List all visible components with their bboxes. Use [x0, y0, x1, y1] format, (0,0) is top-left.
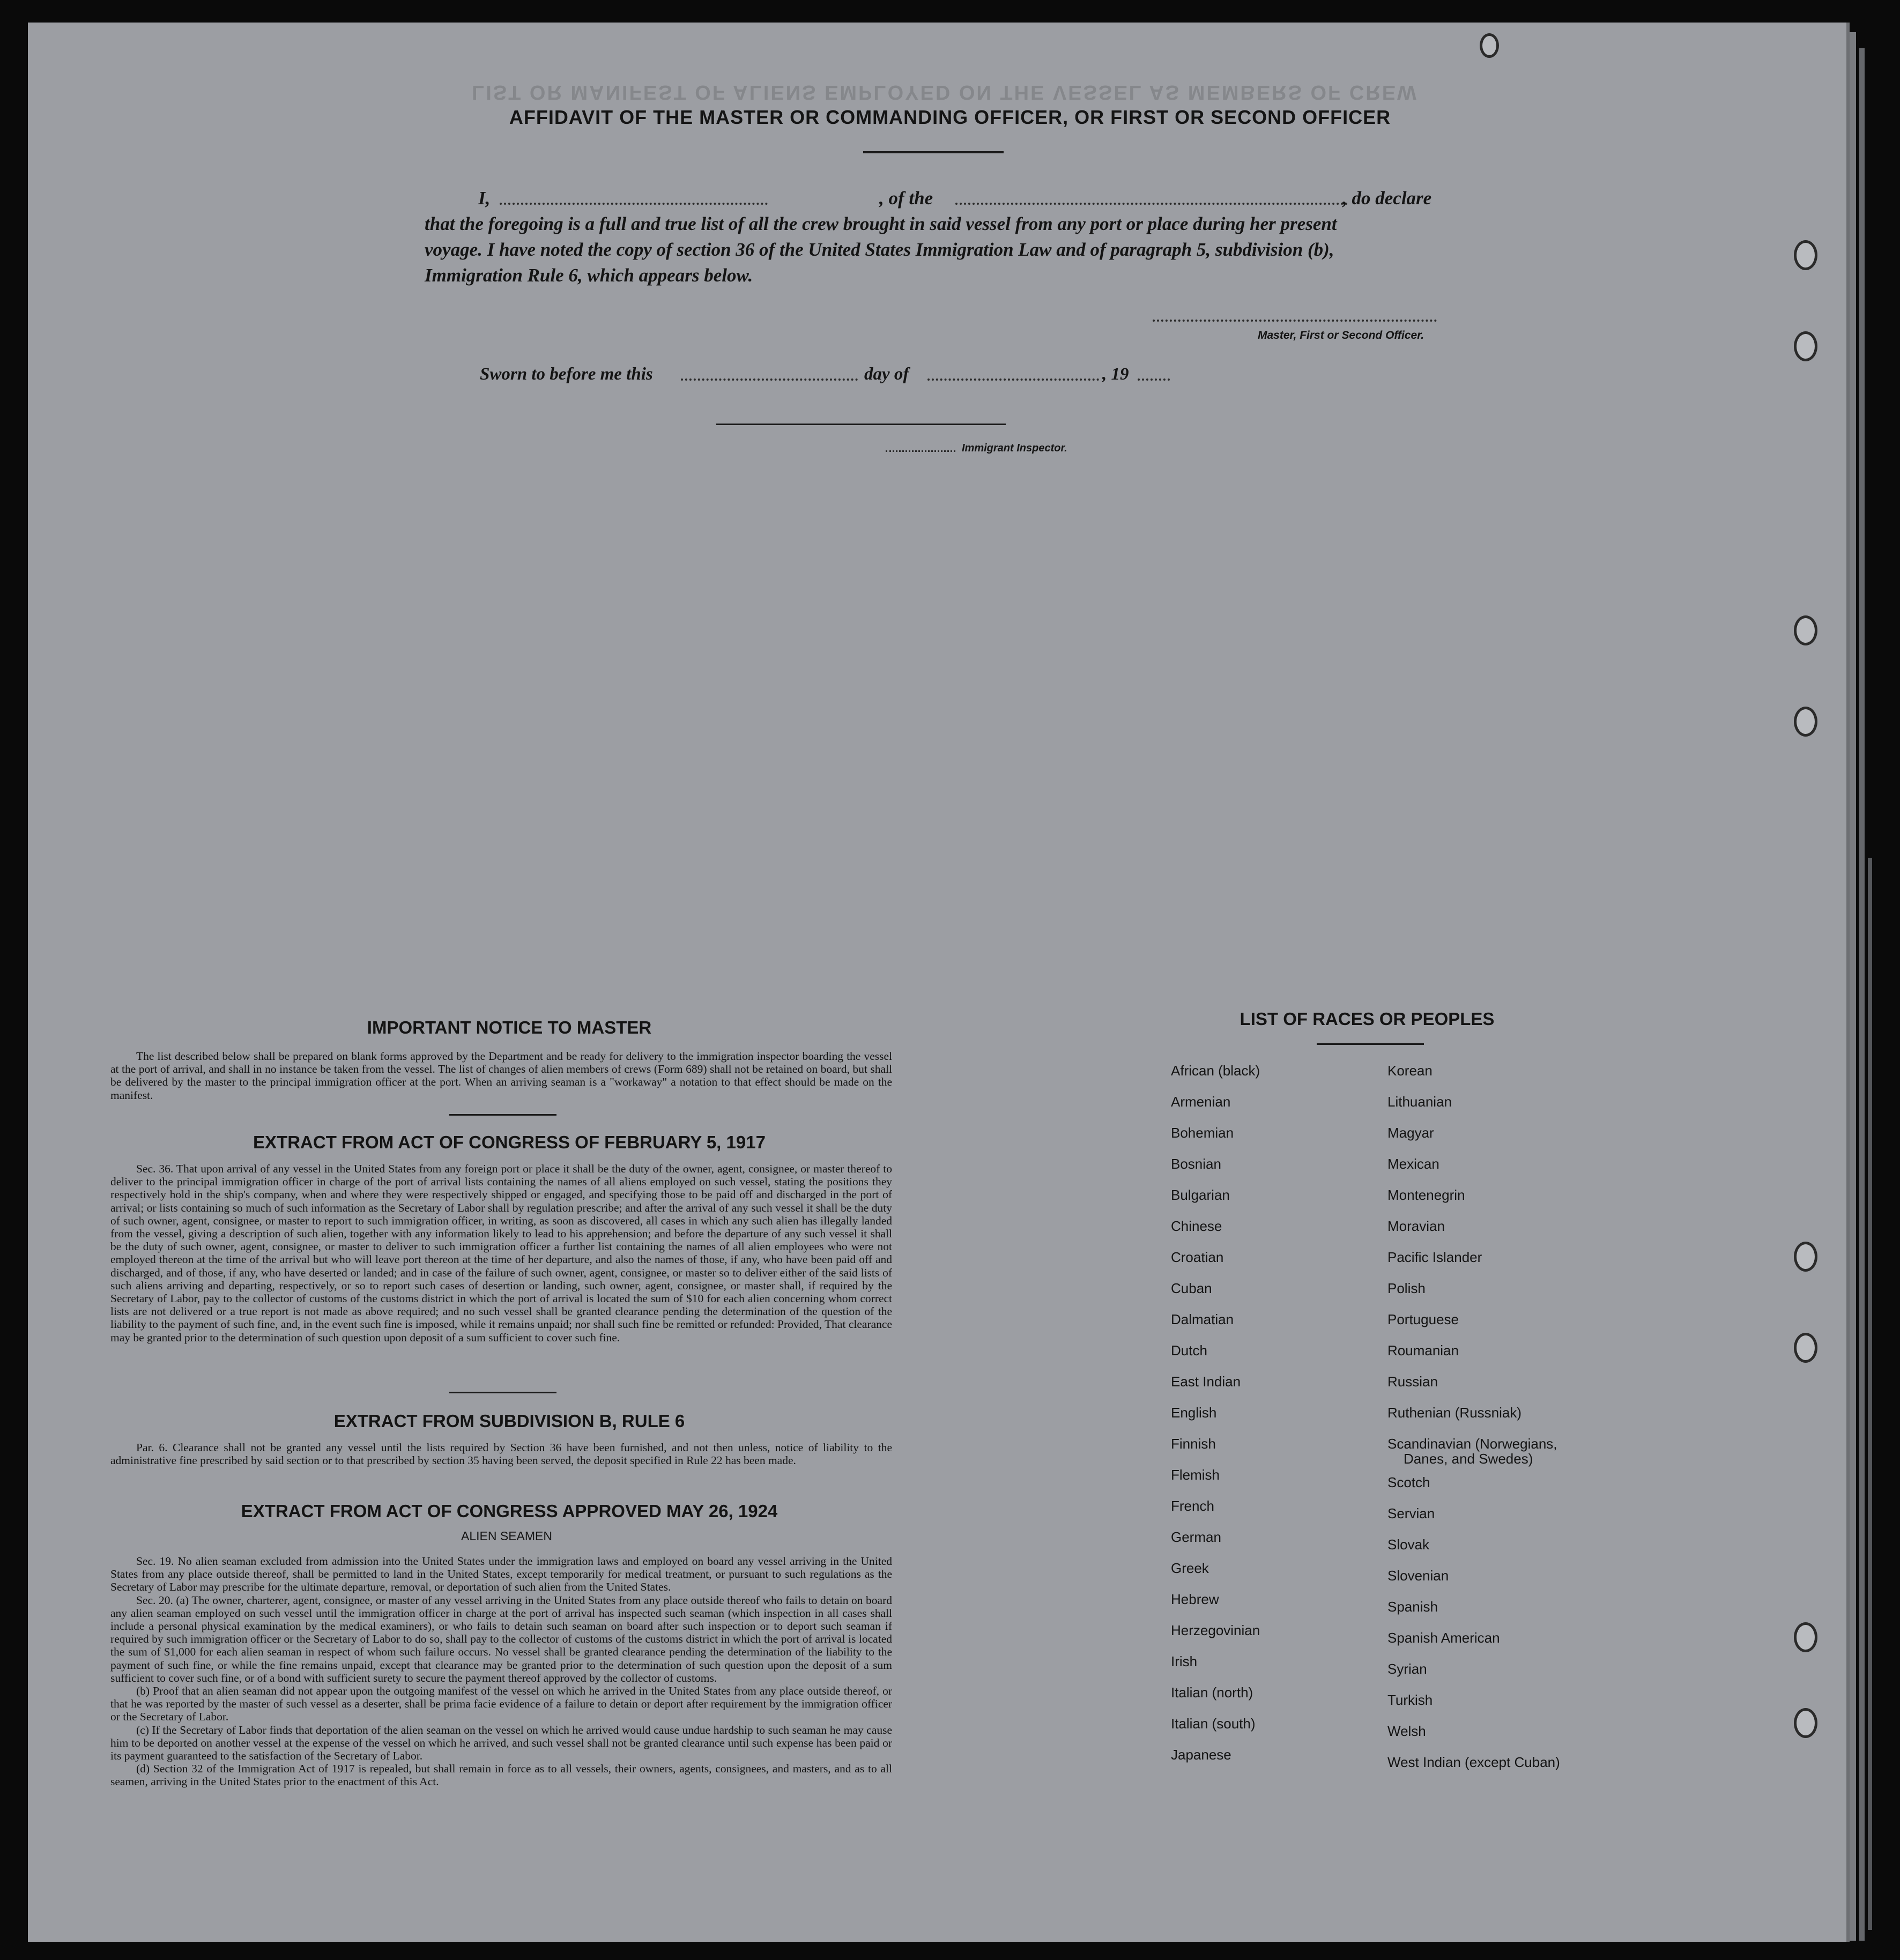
race-item: Welsh — [1387, 1723, 1426, 1739]
notice-paragraph: The list described below shall be prepared on blank forms approved by the Department and be ready for delivery to the immigration inspector boarding the vessel at the port of arrival, and shall in no instance be taken from the vessel. The list of changes of alien members of crews (Form 689) shall not be retained on board, but shall be delivered by the master to the principal immigration officer at the port. When an arriving seaman is a "workaway" a notation to that effect should be made on the manifest. — [110, 1050, 892, 1102]
race-item: Scandinavian (Norwegians, — [1387, 1436, 1557, 1452]
par-6-paragraph: Par. 6. Clearance shall not be granted any vessel until the lists required by Section 36 have been furnished, and not then unless, notice of liability to the administrative fine prescribed by said section or to that prescribed by section 35 having been served, the deposit specified in Rule 22 has been made. — [110, 1441, 892, 1467]
race-item: Scotch — [1387, 1474, 1430, 1490]
race-item: Roumanian — [1387, 1342, 1459, 1358]
section-36-paragraph: Sec. 36. That upon arrival of any vessel in the United States from any foreign port or place it shall be the duty of the owner, agent, consignee, or master thereof to deliver to the principal immigration officer in charge of the port of arrival lists containing the names of all aliens employed on such vessel, stating the positions they respectively hold in the ship's company, when and where they were respectively shipped or engaged, and specifying those to be paid off and discharged in the port of arrival; or lists containing so much of such information as the Secretary of Labor shall by regulation prescribe; and after the arrival of any such vessel it shall be the duty of such owner, agent, consignee, or master to report to such immigration officer, in writing, as soon as discovered, all cases in which any such alien has illegally landed from the vessel, giving a description of such alien, together with any information likely to lead to his apprehension; and before the departure of any such vessel it shall be the duty of such owner, agent, consignee, or master to deliver to such immigration officer a further list containing the names of all alien employees who were not employed thereon at the time of the arrival but who will leave port thereon at the time of her departure, and also the names of those, if any, who have been paid off and discharged, and of those, if any, who have deserted or landed; and in case of the failure of such owner, agent, consignee, or master so to deliver either of the said lists of such aliens arriving and departing, respectively, or so to report such cases of desertion or landing, such owner, agent, consignee, or master shall, if required by the Secretary of Labor, pay to the collector of customs of the customs district in which the port of arrival is located the sum of $10 for each alien concerning whom correct lists are not delivered or a true report is not made as above required; and no such vessel shall be granted clearance pending the determination of the question of the liability to the payment of such fine, and, in the event such fine is imposed, while it remains unpaid; nor shall such fine be remitted or refunded: Provided, That clearance may be granted prior to the determination of such question upon deposit of a sum sufficient to cover such fine. — [110, 1162, 892, 1344]
affidavit-line-4: Immigration Rule 6, which appears below. — [425, 265, 753, 286]
race-item: Bosnian — [1171, 1156, 1221, 1172]
race-item: Korean — [1387, 1063, 1433, 1079]
master-signature-field[interactable] — [1153, 320, 1437, 322]
notice-title: IMPORTANT NOTICE TO MASTER — [367, 1018, 652, 1037]
affidavit-i-label: I, — [478, 188, 491, 209]
race-item: Flemish — [1171, 1467, 1220, 1483]
affidavit-declare-label: , do declare — [1342, 188, 1432, 209]
race-item: Servian — [1387, 1505, 1435, 1521]
races-title: LIST OF RACES OR PEOPLES — [1240, 1009, 1495, 1029]
race-item: Lithuanian — [1387, 1094, 1452, 1110]
race-item: Syrian — [1387, 1661, 1427, 1677]
race-item: Magyar — [1387, 1125, 1434, 1141]
binder-hole-icon — [1794, 240, 1817, 270]
extract-1924-text — [110, 1555, 892, 1788]
race-item: Croatian — [1171, 1249, 1224, 1265]
page-edge — [1868, 858, 1872, 1930]
race-item: East Indian — [1171, 1374, 1241, 1390]
race-item: English — [1171, 1405, 1217, 1421]
extract-1917-text — [110, 1162, 892, 1344]
extract-1917-title: EXTRACT FROM ACT OF CONGRESS OF FEBRUARY 5, 1917 — [253, 1132, 766, 1152]
race-item: Dalmatian — [1171, 1311, 1234, 1327]
bleed-through-header: LIST OR MANIFEST OF ALIENS EMPLOYED ON THE VESSEL AS MEMBERS OF CREW — [472, 81, 1418, 103]
notice-text — [110, 1050, 892, 1102]
title-underline — [863, 151, 1004, 153]
race-item: Portuguese — [1387, 1311, 1459, 1327]
divider — [449, 1392, 556, 1393]
master-caption: Master, First or Second Officer. — [1258, 329, 1424, 341]
divider — [449, 1114, 556, 1116]
inspector-dots — [886, 450, 955, 452]
sworn-day-label: day of — [864, 365, 909, 384]
sworn-month-field[interactable] — [927, 378, 1099, 381]
race-item: Finnish — [1171, 1436, 1216, 1452]
race-item: Russian — [1387, 1374, 1438, 1390]
sec-20c-paragraph: (c) If the Secretary of Labor finds that deportation of the alien seaman on the vessel on which he arrived would cause undue hardship to such seaman he may cause him to be deported on another vessel at the expense of the vessel on which he arrived, and such vessel shall not be granted clearance until such expense has been paid or its payment guaranteed to the satisfaction of the Secretary of Labor. — [110, 1723, 892, 1763]
race-item: Polish — [1387, 1280, 1426, 1296]
binder-hole-icon — [1794, 615, 1817, 645]
inspector-signature-line[interactable] — [716, 424, 1006, 425]
binder-hole-icon — [1480, 33, 1499, 58]
binder-hole-icon — [1794, 707, 1817, 737]
race-item: Slovak — [1387, 1536, 1430, 1553]
race-item: Pacific Islander — [1387, 1249, 1482, 1265]
race-item: Armenian — [1171, 1094, 1231, 1110]
race-item: Montenegrin — [1387, 1187, 1465, 1203]
sworn-year-label: , 19 — [1102, 365, 1129, 384]
race-item: Spanish — [1387, 1599, 1438, 1615]
race-item: German — [1171, 1529, 1221, 1545]
sec-20a-paragraph: Sec. 20. (a) The owner, charterer, agent, consignee, or master of any vessel arriving in the United States from any place outside thereof who fails to detain on board any alien seaman employed on such vessel until the immigration officer in charge at the port of arrival has inspected such seaman (which inspection in all cases shall include a personal physical examination by the medical examiners), or who fails to detain such seaman on board after such inspection or to deport such seaman if required by such immigration officer or the Secretary of Labor to do so, shall pay to the collector of customs of the customs district in which the port of arrival is located the sum of $1,000 for each alien seaman in respect of whom such failure occurs. No vessel shall be granted clearance pending the determination of the liability to the payment of such fine, or while the fine remains unpaid, except that clearance may be granted prior to the determination of such question upon the deposit of a sum sufficient to cover such fine, or of a bond with sufficient surety to secure the payment thereof approved by the collector of customs. — [110, 1593, 892, 1684]
binder-hole-icon — [1794, 1242, 1817, 1272]
race-item: Moravian — [1387, 1218, 1445, 1234]
vessel-blank-field[interactable] — [955, 203, 1348, 205]
race-item: Japanese — [1171, 1747, 1231, 1763]
race-item: Chinese — [1171, 1218, 1222, 1234]
page-edge — [1859, 48, 1865, 1941]
alien-seamen-subtitle: ALIEN SEAMEN — [461, 1529, 552, 1543]
name-blank-field[interactable] — [500, 203, 768, 205]
sec-20b-paragraph: (b) Proof that an alien seaman did not appear upon the outgoing manifest of the vessel on which he arrived in the United States from any place outside thereof, or that he was reported by the master of such vessel as a deserter, shall be prima facie evidence of a failure to detain or deport after requirement by the immigration officer or the Secretary of Labor. — [110, 1684, 892, 1724]
race-item: Greek — [1171, 1560, 1209, 1576]
race-item: Bulgarian — [1171, 1187, 1230, 1203]
race-item: Cuban — [1171, 1280, 1212, 1296]
divider — [1317, 1043, 1424, 1045]
binder-hole-icon — [1794, 331, 1817, 361]
race-item: Hebrew — [1171, 1591, 1219, 1607]
race-item: Dutch — [1171, 1342, 1207, 1358]
affidavit-of-the-label: , of the — [879, 188, 933, 209]
race-item: French — [1171, 1498, 1214, 1514]
affidavit-line-3: voyage. I have noted the copy of section 36 of the United States Immigration Law and of paragraph 5, subdivision (b), — [425, 239, 1334, 260]
inspector-caption: Immigrant Inspector. — [962, 442, 1067, 454]
sworn-day-field[interactable] — [681, 378, 858, 381]
race-item: West Indian (except Cuban) — [1387, 1754, 1560, 1770]
races-right-column — [1387, 1063, 1560, 1785]
sec-19-paragraph: Sec. 19. No alien seaman excluded from admission into the United States under the immigration laws and employed on board any vessel arriving in the United States from any place outside thereof, shall be permitted to land in the United States, except temporarily for medical treatment, or pursuant to such regulations as the Secretary of Labor may prescribe for the ultimate departure, removal, or deportation of such alien from the United States. — [110, 1555, 892, 1594]
race-item: Mexican — [1387, 1156, 1439, 1172]
race-item: Italian (south) — [1171, 1716, 1256, 1732]
race-item: Danes, and Swedes) — [1404, 1451, 1533, 1467]
affidavit-title: AFFIDAVIT OF THE MASTER OR COMMANDING OFFICER, OR FIRST OR SECOND OFFICER — [509, 106, 1391, 128]
race-item: Irish — [1171, 1653, 1198, 1669]
affidavit-line-2: that the foregoing is a full and true list of all the crew brought in said vessel from any port or place during her present — [425, 213, 1337, 234]
races-left-column — [1171, 1063, 1260, 1778]
sworn-text: Sworn to before me this — [480, 365, 653, 384]
race-item: Herzegovinian — [1171, 1622, 1260, 1638]
binder-hole-icon — [1794, 1622, 1817, 1652]
page-edge — [1850, 32, 1856, 1941]
extract-1924-title: EXTRACT FROM ACT OF CONGRESS APPROVED MAY 26, 1924 — [241, 1501, 778, 1521]
race-item: Italian (north) — [1171, 1684, 1253, 1701]
rule-6-text — [110, 1441, 892, 1467]
race-item: African (black) — [1171, 1063, 1260, 1079]
race-item: Spanish American — [1387, 1630, 1500, 1646]
sworn-year-field[interactable] — [1138, 378, 1170, 381]
race-item: Ruthenian (Russniak) — [1387, 1405, 1522, 1421]
binder-hole-icon — [1794, 1333, 1817, 1363]
race-item: Turkish — [1387, 1692, 1433, 1708]
sec-20d-paragraph: (d) Section 32 of the Immigration Act of 1917 is repealed, but shall remain in force as to all vessels, their owners, agents, consignees, and masters, and as to all seamen, arriving in the United States prior to the enactment of this Act. — [110, 1762, 892, 1788]
rule-6-title: EXTRACT FROM SUBDIVISION B, RULE 6 — [333, 1411, 685, 1431]
race-item: Bohemian — [1171, 1125, 1234, 1141]
binder-hole-icon — [1794, 1708, 1817, 1738]
race-item: Slovenian — [1387, 1568, 1449, 1584]
